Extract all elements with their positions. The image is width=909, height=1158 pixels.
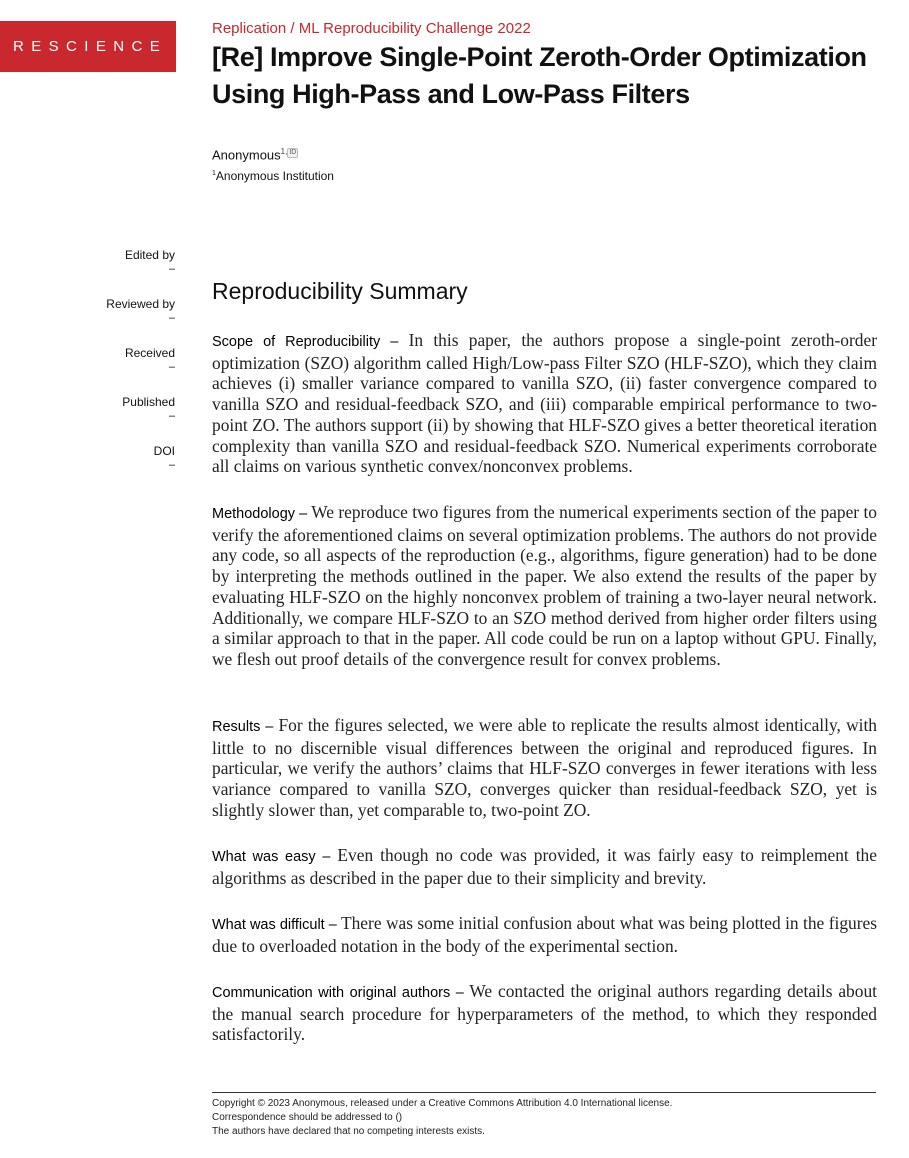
meta-value: –: [168, 263, 175, 275]
paragraph-text: For the figures selected, we were able to replicate the results almost identically, with little to no discernible visual differences between the original and reproduced figures. In particular, we verify the authors’ claims that HLF-SZO converges in fewer iterations with less variance compared to vanilla SZO, converges quicker than residual-feedback SZO, yet is slightly slower than, yet comparable to, two-point ZO.: [212, 715, 877, 820]
venue-line: Replication / ML Reproducibility Challenge 2022: [212, 20, 531, 37]
meta-value: –: [168, 410, 175, 422]
meta-value: –: [168, 361, 175, 373]
paragraph-methodology: [212, 502, 877, 670]
paragraph-text: There was some initial confusion about what was being plotted in the figures due to overloaded notation in the body of the experimental section.: [212, 913, 877, 956]
paragraph-heading: What was difficult –: [212, 917, 337, 933]
paragraph-what-was-easy: [212, 845, 877, 888]
author-line: [212, 147, 298, 162]
footer-competing-interests: The authors have declared that no competing interests exists.: [212, 1126, 485, 1137]
meta-label: Reviewed by: [106, 297, 175, 311]
meta-label: Received: [124, 346, 175, 360]
section-title: Reproducibility Summary: [212, 278, 468, 304]
meta-label: Edited by: [124, 248, 175, 262]
meta-value[interactable]: –: [168, 459, 175, 471]
meta-edited-by: [125, 248, 175, 276]
paragraph-text: Even though no code was provided, it was fairly easy to reimplement the algorithms as described in the paper due to their simplicity and brevity.: [212, 845, 877, 888]
meta-label: Published: [122, 395, 175, 409]
paper-title: [Re] Improve Single-Point Zeroth-Order Optimization Using High-Pass and Low-Pass Filters: [212, 42, 867, 109]
meta-doi: [154, 444, 175, 472]
footer-copyright: Copyright © 2023 Anonymous, released under a Creative Commons Attribution 4.0 International license.: [212, 1098, 673, 1109]
paragraph-text: We reproduce two figures from the numerical experiments section of the paper to verify the aforementioned claims on several optimization problems. The authors do not provide any code, so all aspects of the reproduction (e.g., algorithms, figure generation) had to be done by interpreting the methods outlined in the paper. We also extend the results of the paper by evaluating HLF-SZO on the highly nonconvex problem of training a two-layer neural network. Additionally, we compare HLF-SZO to an SZO method derived from higher order filters using a similar approach to that in the paper. All code could be run on a laptop without GPU. Finally, we flesh out proof details of the convergence result for convex problems.: [212, 502, 877, 669]
meta-value: –: [168, 312, 175, 324]
journal-logo-text: RESCIENCE C: [13, 38, 197, 55]
paragraph-scope: [212, 330, 877, 477]
affiliation-line: [212, 169, 334, 183]
author-name: Anonymous: [212, 147, 281, 163]
paragraph-text: In this paper, the authors propose a single-point zeroth-order optimization (SZO) algorithm called High/Low-pass Filter SZO (HLF-SZO), which they claim achieves (i) smaller variance compared to vanilla SZO, (ii) faster convergence compared to vanilla SZO and residual-feedback SZO, and (iii) comparable empirical performance to two-point ZO. The authors support (ii) by showing that HLF-SZO gives a better theoretical iteration complexity than vanilla SZO and residual-feedback SZO. Numerical experiments corroborate all claims on various synthetic convex/nonconvex problems.: [212, 330, 877, 477]
meta-published: [122, 395, 175, 423]
footer-divider: [212, 1092, 876, 1093]
paragraph-text: We contacted the original authors regarding details about the manual search procedure for hyperparameters of the method, to which they responded satisfactorily.: [212, 981, 877, 1045]
paragraph-communication: [212, 981, 877, 1045]
paragraph-heading: What was easy –: [212, 849, 331, 865]
paragraph-heading: Communication with original authors –: [212, 985, 464, 1001]
meta-label: DOI: [153, 444, 175, 458]
author-affiliation-mark: 1,: [280, 147, 288, 156]
meta-received: [125, 346, 175, 374]
affiliation-mark: 1: [212, 170, 216, 177]
affiliation-name: Anonymous Institution: [215, 169, 334, 183]
paragraph-heading: Scope of Reproducibility –: [212, 334, 399, 350]
paragraph-what-was-difficult: [212, 913, 877, 956]
footer-correspondence: Correspondence should be addressed to (): [212, 1112, 403, 1123]
paragraph-heading: Methodology –: [212, 506, 308, 522]
orcid-icon[interactable]: ID: [289, 149, 297, 156]
meta-reviewed-by: [106, 297, 175, 325]
paragraph-results: [212, 715, 877, 821]
journal-logo: [0, 21, 197, 72]
paragraph-heading: Results –: [212, 719, 274, 735]
